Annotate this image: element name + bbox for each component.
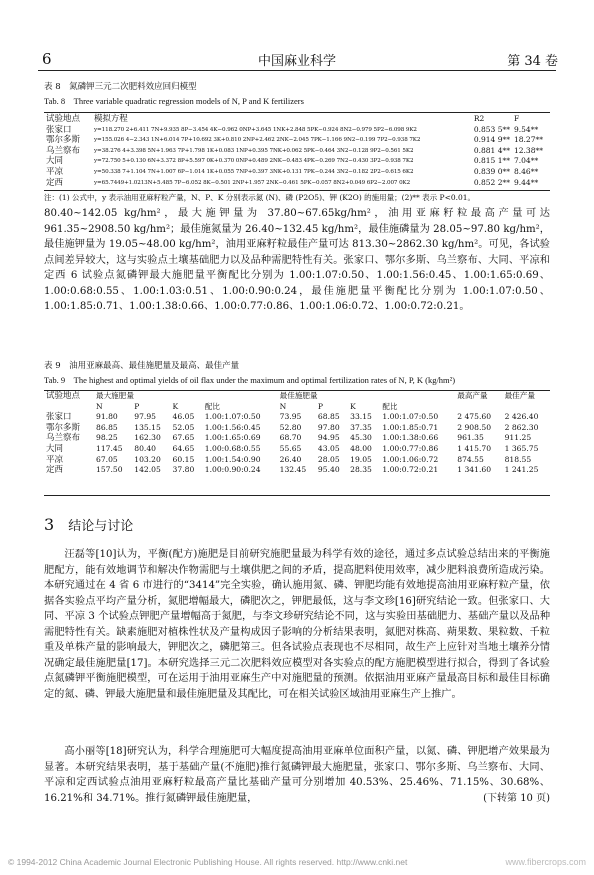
watermark: www.fibercrops.com [505,857,586,867]
section-title: 结论与讨论 [68,519,134,534]
table-row: 鄂尔多斯 86.85 135.15 52.05 1.00:1.56:0.45 52.80 97.80 37.35 1.00:1.85:0.71 2 908.50 2 862.30 [46,422,539,433]
journal-name: 中国麻业科学 [257,54,336,69]
table-row: 乌兰察布 98.25 162.30 67.65 1.00:1.65:0.69 68.70 94.95 45.30 1.00:1.38:0.66 961.35 911.25 [46,433,532,444]
table9 [44,391,550,476]
table9-caption-cn: 表 9 油用亚麻最高、最佳施肥量及最高、最佳产量 [44,361,240,371]
copyright-footer: © 1994-2012 China Academic Journal Electronic Publishing House. All rights reserved. http://www.cnki.net [8,857,408,867]
table8-col-location: 试验地点 [46,114,81,124]
table9-header-row-2: N P K 配比 N P K 配比 [96,401,398,411]
page-number: 6 [42,50,52,68]
table8-caption-en: Tab. 8 Three variable quadratic regression models of N, P and K fertilizers [44,96,304,106]
table-row: 定西 y=65.7449+1.0213N+5.485 7P−6.052 8K−0.501 2NP+1.957 2NK−0.461 5PK−0.057 8N2+0.049 6P2−2.007 0K2 0.852 2** 9.44** [46,177,539,188]
table8 [44,114,550,188]
table8-col-f: F [514,114,520,123]
table-row: 定西 157.50 142.05 37.80 1.00:0.90:0.24 132.45 95.40 28.35 1.00:0.72:0.21 1 341.60 1 241.25 [46,465,539,476]
paragraph-gao-text: 高小丽等[18]研究认为，科学合理施肥可大幅度提高油用亚麻单位面积产量，以氮、磷、钾肥增产效果最为显著。本研究结果表明，基于基础产量(不施肥)推行氮磷钾最大施肥量，张家口、鄂尔多斯、乌兰察布、大同、平凉和定西试验点油用亚麻籽粒最高产量比基础产量可分别增加 40.53%、25.46%、71.15%、30.68%、16.21%和 34.71%。推行氮磷钾最佳施肥量， [44,746,550,804]
table-row: 乌兰察布 y=38.276 4+3.398 5N+1.963 7P+1.798 1K+0.083 1NP+0.395 7NK+0.062 5PK−0.464 3N2−0.128 9P2−0.561 5K2 0.881 4** 12.38** [46,145,543,156]
paragraph-discussion: 汪磊等[10]认为，平衡(配方)施肥是目前研究施肥量最为科学有效的途径，通过多点试验总结出来的平衡施肥配方，能有效地调节和解决作物需肥与土壤供肥之间的矛盾，提高肥料使用效率，减少肥料浪费所造成污染。本研究通过在 4 省 6 市进行的“3414”完全实验，确认施用氮、磷、钾肥均能有效地提高油用亚麻籽粒产量，依据各实验点平均产量分析，氮肥增幅最大，磷肥次之，钾肥最低，这与李文珍[16]研究结论一致。但张家口、大同、平凉 3 个试验点钾肥产量增幅高于氮肥，与李文珍研究结论不同，这与实验田基础肥力、基础产量以及品种需肥特性有关。缺素施肥对植株性状及产量构成因子影响的分析结果表明，氮肥对株高、蒴果数、果粒数、千粒重及单株产量的影响最大，钾肥次之，磷肥第三。但各试验点表现也不尽相同，故生产上应针对当地土壤养分情况确定最佳施肥量[17]。本研究选择三元二次肥料效应模型对各实验点的配方施肥模型进行拟合，得到了各试验点氮磷钾平衡施肥模型，可在运用于油用亚麻生产中对施肥量的预测。依据油用亚麻产量最高目标和最佳目标确定的氮、磷、钾最大施肥量和最佳施肥量及其配比，可在相关试验区域油用亚麻生产上推广。 [44,549,550,700]
table8-col-equation: 模拟方程 [94,114,128,124]
table-row: 大同 117.45 80.40 64.65 1.00:0.68:0.55 55.65 43.05 48.00 1.00:0.77:0.86 1 415.70 1 365.75 [46,443,539,454]
table8-caption-cn: 表 8 氮磷钾三元二次肥料效应回归模型 [44,82,197,92]
paragraph-results: 80.40~142.05 kg/hm²，最大施钾量为 37.80~67.65kg/hm²，油用亚麻籽粒最高产量可达 961.35~2908.50 kg/hm²；最佳施氮量为 26.40~132.45 kg/hm²，最佳施磷量为 28.05~97.80 kg/hm²，最佳施钾量为 19.05~48.00 kg/hm²，油用亚麻籽粒最佳产量可达 813.30~2862.30 kg/hm²。可见，各试验点间差异较大，这与实验点土壤基础肥力以及品种需肥特性有关。张家口、鄂尔多斯、乌兰察布、大同、平凉和定西 6 试验点氮磷钾最大施肥量平衡配比分别为 1.00:1.07:0.50、1.00:1.56:0.45、1.00:1.65:0.69、1.00:0.68:0.55、1.00:1.03:0.51、1.00:0.90:0.24，最佳施肥量平衡配比分别为 1.00:1.07:0.50、1.00:1.85:0.71、1.00:1.38:0.66、1.00:0.77:0.86、1.00:1.06:0.72、1.00:0.72:0.21。 [44,208,550,312]
table8-top-rule [44,112,550,113]
table8-header-row [44,114,550,125]
table-row: 鄂尔多斯 y=155.026 4−2.343 1N+6.014 7P+10.692 3K+0.810 2NP+2.462 2NK−2.045 7PK−1.166 9N2−0.199 7P2−0.938 7K2 0.914 9** 18.27** [46,135,543,146]
table-row: 张家口 y=118.270 2+6.411 7N+9.935 8P−3.454 4K−0.962 0NP+3.645 1NK+2.848 5PK−0.924 8N2−0.979 5P2−6.098 9K2 0.853 5** 9.54** [46,124,539,135]
table8-note: 注：(1) 公式中，y 表示油用亚麻籽粒产量，N、P、K 分别表示氮 (N)、磷 (P2O5)、钾 (K2O) 的施用量；(2)** 表示 P<0.01。 [44,193,476,202]
table9-bottom-rule [44,495,550,496]
table9-header-row-1: 试验地点 最大施肥量 最佳施肥量 最高产量 最佳产量 [46,391,535,401]
table-row: 平凉 67.05 103.20 60.15 1.00:1.54:0.90 26.40 28.05 19.05 1.00:1.06:0.72 874.55 818.55 [46,454,532,465]
page-header [30,48,564,70]
paragraph-gao [44,744,550,806]
table8-col-r2: R2 [473,114,485,123]
table-row: 大同 y=72.750 5+0.130 6N+3.372 8P+5.597 0K+0.370 0NP+0.489 2NK−0.483 4PK−0.269 7N2−0.430 3P2−0.938 7K2 0.815 1** 7.04** [46,156,539,167]
table-row: 张家口 91.80 97.95 46.05 1.00:1.07:0.50 73.95 68.85 33.15 1.00:1.07:0.50 2 475.60 2 426.40 [46,412,539,423]
table8-bottom-rule [44,190,550,191]
volume-label: 第 34 卷 [507,54,558,69]
section-heading [44,515,133,534]
header-rule [38,70,556,71]
continued-note: (下转第 10 页) [483,792,550,804]
section-number: 3 [44,515,55,534]
table9-caption-en: Tab. 9 The highest and optimal yields of oil flax under the maximum and optimal fertilization rates of N, P, K (kg/hm²) [44,375,456,385]
table-row: 平凉 y=50.338 7+1.104 7N+1.007 6P−1.014 1K+0.055 7NP+0.397 3NK+0.131 7PK−0.244 3N2−0.182 2P2−0.615 6K2 0.839 0** 8.46** [46,166,539,177]
